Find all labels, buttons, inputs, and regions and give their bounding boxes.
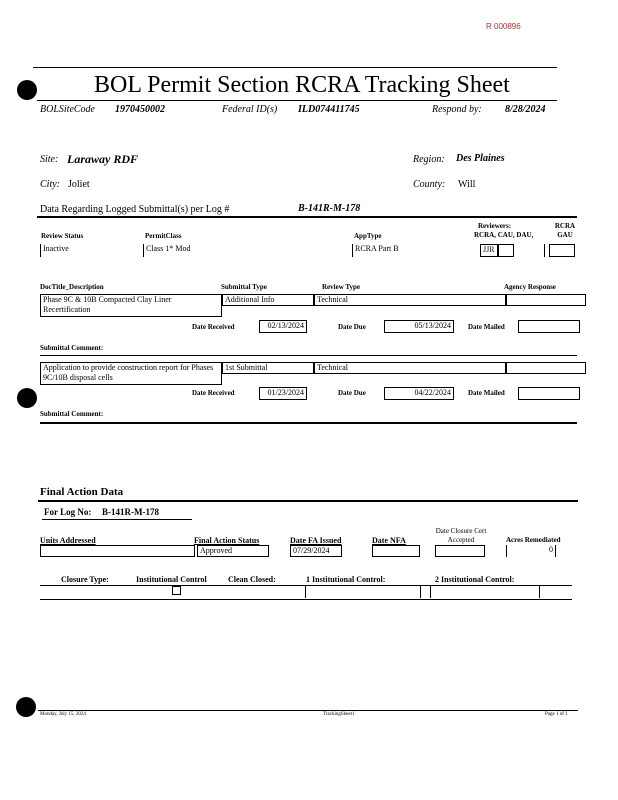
- date-due-label: Date Due: [338, 389, 366, 397]
- date-due-field[interactable]: 04/22/2024: [384, 387, 454, 400]
- date-closure-cert-label: Date Closure Cert Accepted: [435, 527, 487, 544]
- date-fa-issued-field[interactable]: 07/29/2024: [290, 545, 342, 557]
- date-mailed-label: Date Mailed: [468, 389, 505, 397]
- date-received-field[interactable]: 02/13/2024: [259, 320, 307, 333]
- region: Des Plaines: [456, 153, 505, 164]
- reviewer-gau-field[interactable]: [549, 244, 575, 257]
- federal-id: ILD074411745: [298, 104, 360, 115]
- reviewers-label: Reviewers:: [478, 222, 512, 230]
- divider: [37, 216, 577, 218]
- bates-stamp: R 000896: [486, 22, 521, 31]
- date-received-field[interactable]: 01/23/2024: [259, 387, 307, 400]
- date-nfa-label: Date NFA: [372, 536, 406, 545]
- acres-remediated-label: Acres Remediated: [506, 536, 561, 544]
- city: Joliet: [68, 179, 90, 190]
- site-code-label: BOLSiteCode: [40, 104, 95, 115]
- date-due-field[interactable]: 05/13/2024: [384, 320, 454, 333]
- divider: [33, 67, 557, 68]
- institutional-control-1-label: 1 Institutional Control:: [306, 575, 386, 584]
- footer-report-name: TrackingSheet1: [323, 712, 355, 717]
- date-fa-issued-label: Date FA Issued: [290, 536, 342, 545]
- institutional-control-2-label: 2 Institutional Control:: [435, 575, 515, 584]
- punch-hole: [16, 697, 36, 717]
- submittal-type[interactable]: Additional Info: [222, 294, 314, 306]
- doc-title-header: DocTitle_Description: [40, 283, 104, 291]
- date-due-label: Date Due: [338, 323, 366, 331]
- for-log-number: B-141R-M-178: [102, 507, 159, 517]
- submittal-type-header: Submittal Type: [221, 283, 267, 291]
- submittal-comment-label: Submittal Comment:: [40, 410, 104, 418]
- app-type-label: AppType: [354, 232, 382, 240]
- log-label: Data Regarding Logged Submittal(s) per Log #: [40, 204, 230, 215]
- review-status-label: Review Status: [41, 232, 84, 240]
- site-name: Laraway RDF: [67, 152, 139, 166]
- divider: [42, 519, 192, 520]
- acres-remediated-field[interactable]: 0: [506, 545, 556, 557]
- divider: [40, 355, 577, 356]
- divider: [38, 710, 578, 711]
- log-number: B-141R-M-178: [298, 203, 361, 214]
- for-log-label: For Log No:: [44, 507, 92, 517]
- app-type-field[interactable]: RCRA Part B: [352, 244, 432, 257]
- institutional-control-1-field[interactable]: [305, 586, 421, 598]
- site-code: 1970450002: [115, 104, 165, 115]
- divider: [40, 422, 577, 424]
- city-label: City:: [40, 179, 60, 190]
- divider: [40, 599, 572, 600]
- site-label: Site:: [40, 154, 59, 165]
- reviewer-rcra-field[interactable]: JJR: [480, 244, 498, 257]
- submittal-review-type[interactable]: Technical: [314, 362, 506, 374]
- closure-type-label: Closure Type:: [61, 575, 109, 584]
- clean-closed-label: Clean Closed:: [228, 575, 276, 584]
- submittal-description[interactable]: Phase 9C & 10B Compacted Clay Liner Recertification: [40, 294, 222, 317]
- units-addressed-label: Units Addressed: [40, 536, 96, 545]
- institutional-control-label: Institutional Control: [136, 575, 207, 584]
- units-addressed-field[interactable]: [40, 545, 195, 557]
- submittal-description[interactable]: Application to provide construction report for Phases 9C/10B disposal cells: [40, 362, 222, 385]
- institutional-control-2-field[interactable]: [430, 586, 540, 598]
- final-action-heading: Final Action Data: [40, 486, 124, 498]
- rcra-gau-label: RCRA GAU: [554, 222, 576, 239]
- review-type-header: Review Type: [322, 283, 361, 291]
- divider: [37, 100, 557, 101]
- punch-hole: [17, 388, 37, 408]
- institutional-control-checkbox[interactable]: [172, 586, 181, 595]
- federal-id-label: Federal ID(s): [222, 104, 278, 115]
- final-action-status-field[interactable]: Approved: [197, 545, 269, 557]
- submittal-agency-response[interactable]: [506, 294, 586, 306]
- date-mailed-label: Date Mailed: [468, 323, 505, 331]
- date-mailed-field[interactable]: [518, 387, 580, 400]
- punch-hole: [17, 80, 37, 100]
- submittal-review-type[interactable]: Technical: [314, 294, 506, 306]
- date-received-label: Date Received: [192, 323, 235, 331]
- footer-page-number: Page 1 of 1: [545, 712, 568, 717]
- reviewer-dau-field[interactable]: [530, 244, 545, 257]
- submittal-agency-response[interactable]: [506, 362, 586, 374]
- permit-class-label: PermitClass: [145, 232, 182, 240]
- region-label: Region:: [413, 154, 445, 165]
- permit-class-field[interactable]: Class 1* Mod: [143, 244, 248, 257]
- county: Will: [458, 179, 476, 190]
- date-closure-cert-field[interactable]: [435, 545, 485, 557]
- page-title: BOL Permit Section RCRA Tracking Sheet: [94, 72, 510, 98]
- date-received-label: Date Received: [192, 389, 235, 397]
- review-status-field[interactable]: Inactive: [40, 244, 125, 257]
- final-action-status-label: Final Action Status: [194, 536, 260, 545]
- divider: [38, 500, 578, 502]
- respond-by-label: Respond by:: [432, 104, 482, 115]
- county-label: County:: [413, 179, 446, 190]
- submittal-type[interactable]: 1st Submittal: [222, 362, 314, 374]
- respond-by-date: 8/28/2024: [505, 104, 546, 115]
- reviewers-columns-label: RCRA, CAU, DAU,: [474, 231, 534, 239]
- reviewer-cau-field[interactable]: [498, 244, 514, 257]
- agency-response-header: Agency Response: [504, 283, 556, 291]
- date-mailed-field[interactable]: [518, 320, 580, 333]
- submittal-comment-label: Submittal Comment:: [40, 344, 104, 352]
- footer-date: Monday, July 15, 2024: [40, 712, 86, 717]
- date-nfa-field[interactable]: [372, 545, 420, 557]
